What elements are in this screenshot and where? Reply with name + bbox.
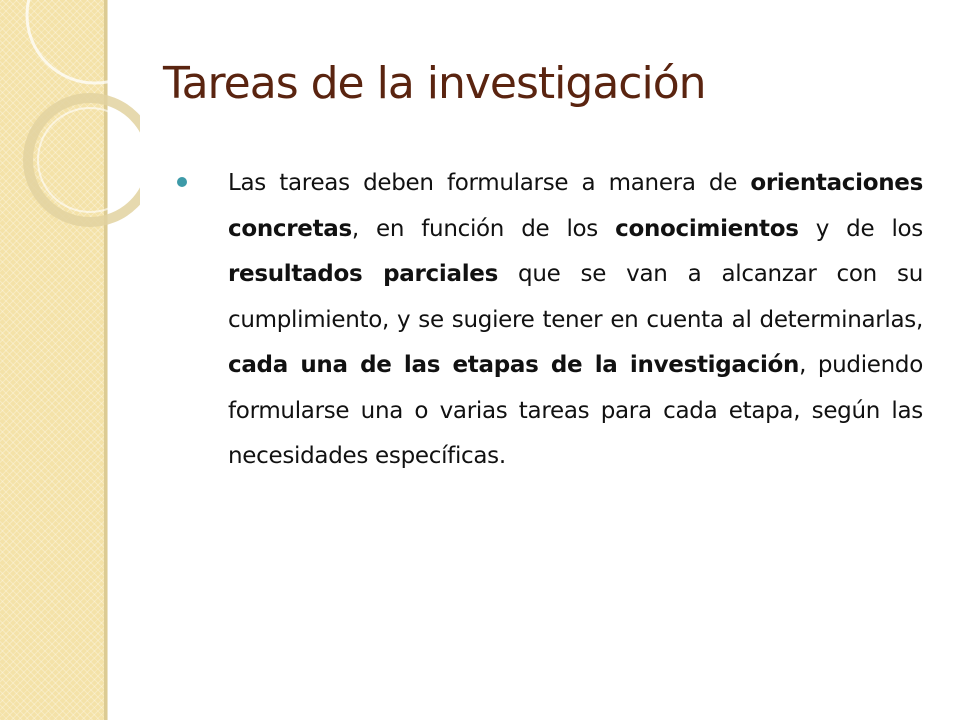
slide-title: Tareas de la investigación — [163, 58, 706, 109]
bold-text-segment: conocimientos — [615, 215, 799, 242]
bullet-icon — [177, 177, 187, 187]
bold-text-segment: orientaciones concretas — [228, 170, 923, 242]
bold-text-segment: resultados parciales — [228, 261, 498, 287]
text-segment: y de los — [798, 215, 923, 242]
text-segment: que se van a alcanzar con su cumplimiento, y se sugiere tener en cuenta al determinarlas, — [228, 261, 923, 333]
text-segment: , en función de los — [351, 215, 616, 242]
bullet-paragraph — [228, 161, 923, 480]
text-segment: Las tareas deben formularse a manera de — [228, 170, 751, 196]
bold-text-segment: cada una de las etapas de la investigación — [228, 352, 800, 378]
text-segment: , pudiendo formularse una o varias tareas para cada etapa, según las necesidades específicas. — [228, 352, 923, 469]
decorative-rings — [0, 0, 140, 260]
